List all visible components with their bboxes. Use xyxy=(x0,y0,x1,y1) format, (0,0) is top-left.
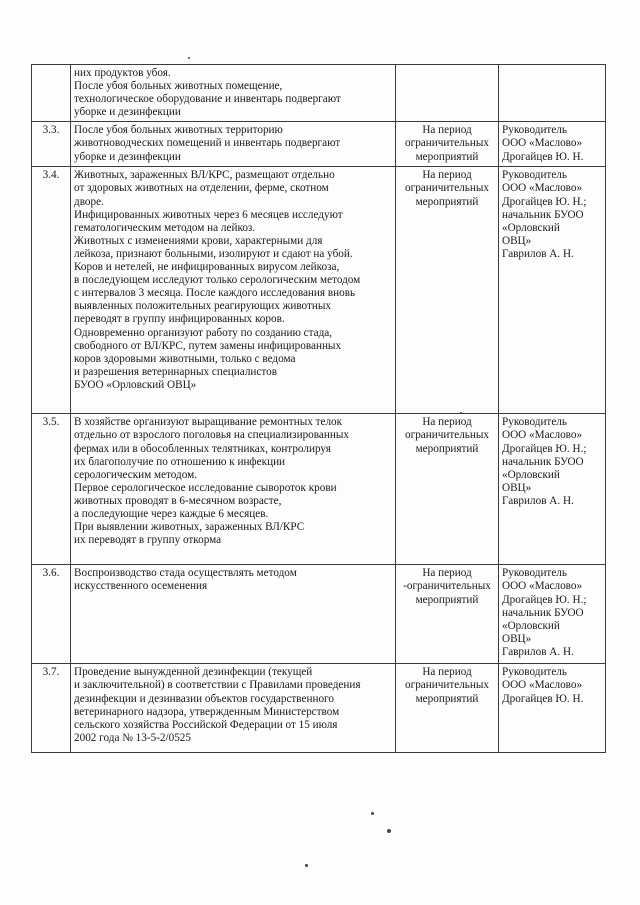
deadline-line: мероприятий xyxy=(415,195,479,208)
responsible-line: Дрогайцев Ю. Н. xyxy=(502,150,584,163)
responsible-cell xyxy=(499,414,606,565)
measure-description-line: Воспроизводство стада осуществлять методом xyxy=(74,567,297,580)
measure-description-line: в последующем исследуют только серологическим методом xyxy=(74,274,361,287)
table-row xyxy=(32,167,606,414)
item-number: 3.3. xyxy=(42,124,60,137)
responsible-line: Дрогайцев Ю. Н. xyxy=(502,692,584,705)
measure-description-line: коров здоровыми животными, только с ведома xyxy=(74,352,296,365)
scan-speck xyxy=(371,812,374,815)
measure-description-line: свободного от ВЛ/КРС, путем замены инфицированных xyxy=(74,339,342,352)
responsible-line: Гаврилов А. Н. xyxy=(502,247,574,260)
measure-description-cell xyxy=(71,65,396,122)
table-row xyxy=(32,122,606,167)
responsible-line: ООО «Маслово» xyxy=(502,182,583,195)
measure-description-line: БУОО «Орловский ОВЦ» xyxy=(74,378,197,391)
responsible-line: Гаврилов А. Н. xyxy=(502,494,574,507)
measure-description-line: дворе. xyxy=(74,195,104,208)
measure-description-line: фермах или в обособленных телятниках, контролируя xyxy=(74,442,331,455)
measure-description-line: После убоя больных животных помещение, xyxy=(74,80,283,93)
responsible-line: «Орловский xyxy=(502,221,560,234)
deadline-line: На период xyxy=(422,666,472,679)
deadline-line: ограничительных xyxy=(405,182,489,195)
table-row xyxy=(32,65,606,122)
measure-description-cell xyxy=(71,414,396,565)
measure-description-line: 2002 года № 13-5-2/0525 xyxy=(74,731,191,744)
measure-description-line: и разрешения ветеринарных специалистов xyxy=(74,365,277,378)
item-number: 3.7. xyxy=(42,666,60,679)
measure-description-line: их благополучие по отношению к инфекции xyxy=(74,455,286,468)
responsible-cell xyxy=(499,565,606,664)
scan-speck xyxy=(188,57,190,59)
responsible-line: Дрогайцев Ю. Н.; xyxy=(502,593,587,606)
responsible-line: ООО «Маслово» xyxy=(502,429,583,442)
item-number-cell xyxy=(32,65,71,122)
table-row xyxy=(32,664,606,753)
measure-description-line: При выявлении животных, зараженных ВЛ/КРС xyxy=(74,521,305,534)
measure-description-line: лейкоза, признают больными, изолируют и сдают на убой. xyxy=(74,247,353,260)
measure-description-line: искусственного осеменения xyxy=(74,580,208,593)
responsible-line: «Орловский xyxy=(502,619,560,632)
measure-description-line: с интервалов 3 месяца. После каждого исследования вновь xyxy=(74,287,356,300)
measure-description-line: сельского хозяйства Российской Федерации от 15 июля xyxy=(74,718,338,731)
deadline-line: На период xyxy=(422,124,472,137)
deadline-cell xyxy=(396,122,499,167)
measure-description-line: Первое серологическое исследование сывороток крови xyxy=(74,481,337,494)
measures-table xyxy=(31,64,606,753)
table-row xyxy=(32,414,606,565)
measure-description-line: от здоровых животных на отделении, ферме, скотном xyxy=(74,182,329,195)
responsible-line: Руководитель xyxy=(502,124,567,137)
responsible-line: ООО «Маслово» xyxy=(502,679,583,692)
item-number-cell xyxy=(32,122,71,167)
responsible-line: ОВЦ» xyxy=(502,234,532,247)
measure-description-line: отдельно от взрослого поголовья на специализированных xyxy=(74,429,349,442)
deadline-line: ограничительных xyxy=(405,429,489,442)
item-number-cell xyxy=(32,167,71,414)
measure-description-line: В хозяйстве организуют выращивание ремонтных телок xyxy=(74,416,343,429)
deadline-line: На период xyxy=(422,416,472,429)
measure-description-line: гематологическим методом на лейкоз. xyxy=(74,221,256,234)
deadline-cell xyxy=(396,167,499,414)
measure-description-line: и заключительной) в соответствии с Правилами проведения xyxy=(74,679,361,692)
deadline-cell xyxy=(396,65,499,122)
measure-description-line: Животных, зараженных ВЛ/КРС, размещают отдельно xyxy=(74,169,335,182)
measure-description-line: дезинфекции и дезинвазии объектов государственного xyxy=(74,692,334,705)
measure-description-line: Проведение вынужденной дезинфекции (текущей xyxy=(74,666,313,679)
scan-speck xyxy=(460,412,462,414)
responsible-line: Руководитель xyxy=(502,169,567,182)
responsible-line: начальник БУОО xyxy=(502,208,584,221)
responsible-cell xyxy=(499,65,606,122)
responsible-line: Гаврилов А. Н. xyxy=(502,645,574,658)
responsible-line: Руководитель xyxy=(502,416,567,429)
deadline-line: мероприятий xyxy=(415,593,479,606)
measure-description-line: уборке и дезинфекции xyxy=(74,150,181,163)
measure-description-line: уборке и дезинфекции xyxy=(74,106,181,119)
item-number-cell xyxy=(32,664,71,753)
measure-description-cell xyxy=(71,167,396,414)
measure-description-line: Инфицированных животных через 6 месяцев исследуют xyxy=(74,208,343,221)
measure-description-cell xyxy=(71,122,396,167)
measure-description-line: Коров и нетелей, не инфицированных вирусом лейкоза, xyxy=(74,261,340,274)
responsible-line: ОВЦ» xyxy=(502,632,532,645)
responsible-line: Дрогайцев Ю. Н.; xyxy=(502,195,587,208)
measure-description-line: ветеринарного надзора, утвержденным Министерством xyxy=(74,705,340,718)
measure-description-line: животных проводят в 6-месячном возрасте, xyxy=(74,494,282,507)
responsible-line: Дрогайцев Ю. Н.; xyxy=(502,442,587,455)
measure-description-line: После убоя больных животных территорию xyxy=(74,124,283,137)
responsible-line: ООО «Маслово» xyxy=(502,580,583,593)
deadline-line: мероприятий xyxy=(415,442,479,455)
deadline-cell xyxy=(396,414,499,565)
deadline-line: На период xyxy=(422,567,472,580)
responsible-line: начальник БУОО xyxy=(502,606,584,619)
responsible-line: начальник БУОО xyxy=(502,455,584,468)
responsible-cell xyxy=(499,664,606,753)
responsible-line: «Орловский xyxy=(502,468,560,481)
measure-description-cell xyxy=(71,664,396,753)
table-row xyxy=(32,565,606,664)
deadline-cell xyxy=(396,565,499,664)
item-number-cell xyxy=(32,414,71,565)
scan-speck xyxy=(305,864,308,867)
deadline-line: На период xyxy=(422,169,472,182)
measure-description-line: их переводят в группу откорма xyxy=(74,534,222,547)
deadline-line: ограничительных xyxy=(405,137,489,150)
responsible-cell xyxy=(499,167,606,414)
responsible-line: Руководитель xyxy=(502,666,567,679)
measure-description-line: животноводческих помещений и инвентарь подвергают xyxy=(74,137,341,150)
responsible-line: ОВЦ» xyxy=(502,481,532,494)
measure-description-line: Животных с изменениями крови, характерными для xyxy=(74,234,323,247)
measure-description-line: выявленных положительных реагирующих животных xyxy=(74,300,331,313)
measure-description-line: них продуктов убоя. xyxy=(74,67,171,79)
item-number: 3.4. xyxy=(42,169,60,182)
measure-description-line: Одновременно организуют работу по созданию стада, xyxy=(74,326,333,339)
measure-description-line: а последующие через каждые 6 месяцев. xyxy=(74,508,269,521)
deadline-line: мероприятий xyxy=(415,692,479,705)
deadline-line: мероприятий xyxy=(415,150,479,163)
item-number: 3.5. xyxy=(42,416,60,429)
measure-description-cell xyxy=(71,565,396,664)
measure-description-line: переводят в группу инфицированных коров. xyxy=(74,313,285,326)
measure-description-line: технологическое оборудование и инвентарь подвергают xyxy=(74,93,341,106)
measure-description-line: серологическим методом. xyxy=(74,468,198,481)
responsible-line: ООО «Маслово» xyxy=(502,137,583,150)
responsible-cell xyxy=(499,122,606,167)
measures-table-body xyxy=(32,65,606,753)
deadline-line: ограничительных xyxy=(405,679,489,692)
item-number-cell xyxy=(32,565,71,664)
scan-speck xyxy=(387,829,391,833)
deadline-line: -ограничительных xyxy=(403,580,491,593)
item-number: 3.6. xyxy=(42,567,60,580)
responsible-line: Руководитель xyxy=(502,567,567,580)
deadline-cell xyxy=(396,664,499,753)
